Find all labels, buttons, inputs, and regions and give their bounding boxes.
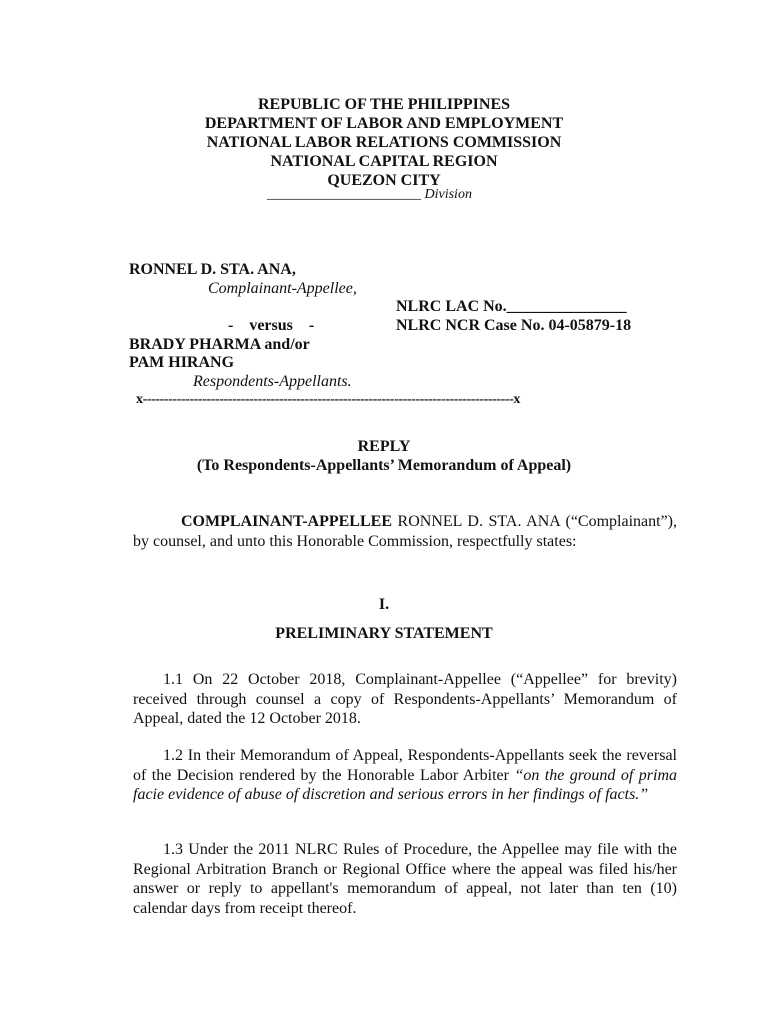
document-header xyxy=(0,95,768,190)
section-heading: PRELIMINARY STATEMENT xyxy=(275,625,493,642)
caption-divider: x---------------------------------------------------------------------------------------x xyxy=(136,392,521,407)
header-department: DEPARTMENT OF LABOR AND EMPLOYMENT xyxy=(204,115,564,132)
header-region: NATIONAL CAPITAL REGION xyxy=(270,153,498,170)
versus-label: - versus - xyxy=(228,317,315,334)
division-line xyxy=(267,187,472,203)
division-label: Division xyxy=(424,187,472,202)
complainant-role: Complainant-Appellee, xyxy=(208,280,357,297)
paragraph-1-2-text: 1.2 In their Memorandum of Appeal, Respondents-Appellants seek the reversal of the Decision rendered by the Honorable Labor Arbiter xyxy=(133,747,677,784)
paragraph-1-1: 1.1 On 22 October 2018, Complainant-Appellee (“Appellee” for brevity) received through counsel a copy of Respondents-Appellants’ Memorandum of Appeal, dated the 12 October 2018. xyxy=(133,671,677,727)
division-blank: ______________________ xyxy=(267,187,421,202)
header-commission: NATIONAL LABOR RELATIONS COMMISSION xyxy=(206,134,562,151)
intro-lead: COMPLAINANT-APPELLEE xyxy=(181,513,392,530)
intro-paragraph xyxy=(133,512,677,551)
header-city: QUEZON CITY xyxy=(327,172,441,189)
paragraph-1-2-quote: “on the ground of prima facie evidence of abuse of discretion and serious errors in her findings of facts.” xyxy=(133,766,678,803)
paragraph-1-3: 1.3 Under the 2011 NLRC Rules of Procedure, the Appellee may file with the Regional Arbitration Branch or Regional Office where the appeal was filed his/her answer or reply to appellant's memorandum of appeal, not later than ten (10) calendar days from receipt thereof. xyxy=(133,841,677,917)
nlrc-lac-number: NLRC LAC No._______________ xyxy=(396,298,627,315)
respondent-role: Respondents-Appellants. xyxy=(193,373,352,390)
complainant-name: RONNEL D. STA. ANA, xyxy=(129,261,296,278)
title-reply: REPLY xyxy=(357,438,411,455)
respondent-name-line1: BRADY PHARMA and/or xyxy=(129,336,310,353)
section-numeral: I. xyxy=(378,596,390,613)
intro-text: RONNEL D. STA. ANA (“Complainant”), by counsel, and unto this Honorable Commission, respectfully states: xyxy=(133,513,677,550)
paragraph-1-2 xyxy=(133,746,677,805)
title-subtitle: (To Respondents-Appellants’ Memorandum of Appeal) xyxy=(196,457,572,474)
document-title xyxy=(0,437,768,475)
respondent-name-line2: PAM HIRANG xyxy=(129,354,235,371)
nlrc-ncr-case-number: NLRC NCR Case No. 04-05879-18 xyxy=(396,317,632,334)
header-republic: REPUBLIC OF THE PHILIPPINES xyxy=(257,96,511,113)
